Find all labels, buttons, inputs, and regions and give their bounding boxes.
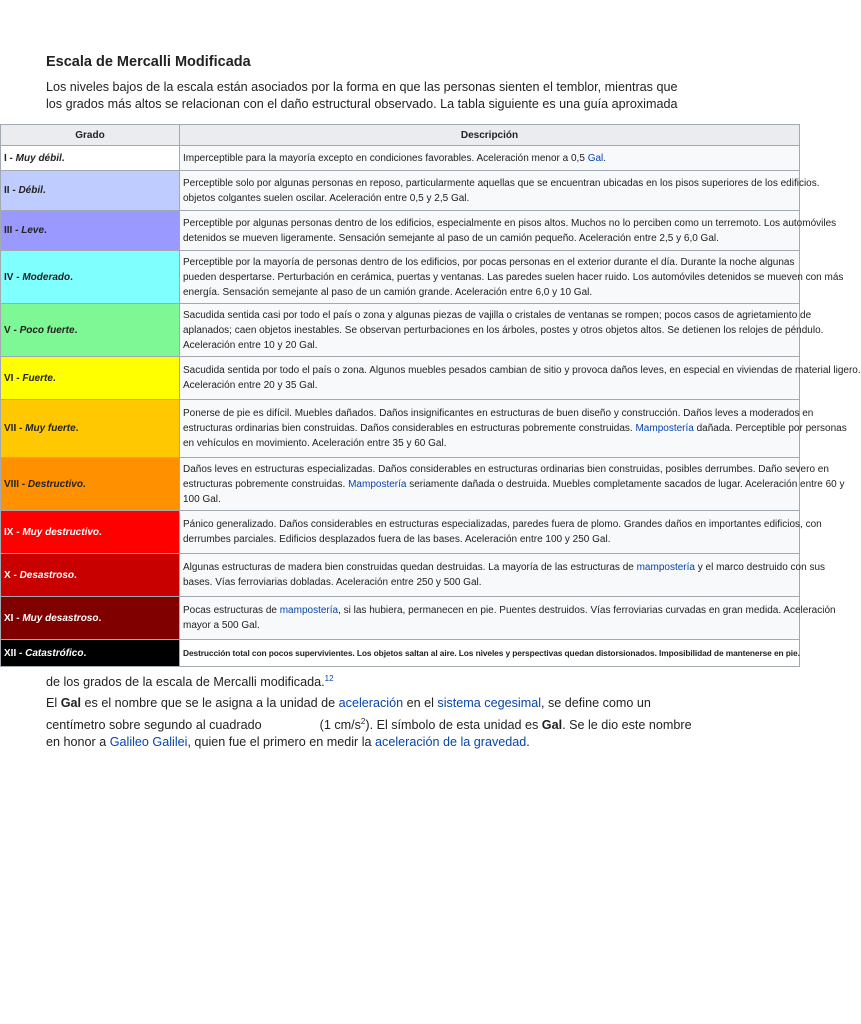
description-line: [183, 338, 796, 353]
grade-name: Destructivo: [27, 478, 83, 490]
grade-separator: -: [13, 372, 23, 384]
intro-line: Los niveles bajos de la escala están asociados por la forma en que las personas sienten el temblor, mientras que: [46, 80, 678, 94]
grade-numeral: XII: [4, 647, 17, 659]
description-link[interactable]: mampostería: [279, 605, 339, 616]
description-text: dañada. Perceptible por personas: [693, 423, 847, 434]
description-cell: [180, 458, 845, 511]
description-text: mayor a 500 Gal.: [183, 620, 260, 631]
description-line: [183, 477, 845, 492]
table-header-row: [1, 125, 800, 146]
description-line: [183, 151, 796, 166]
grade-name: Desastroso: [19, 569, 75, 581]
grade-cell: [1, 597, 180, 640]
description-text: Pánico generalizado. Daños considerables en estructuras especializadas, paredes fuera de plomo. Grandes daños en importantes edificios, con: [183, 519, 822, 530]
grade-period: .: [42, 185, 46, 196]
gal-line: [46, 695, 766, 713]
grade-numeral: IX: [4, 526, 14, 538]
description-text: Sacudida sentida casi por todo el país o zona y algunas piezas de vajilla o cristales de ventanas se rompen; pocos casos de agrietamiento de: [183, 309, 812, 321]
grade-period: .: [98, 612, 102, 624]
table-caption: [46, 671, 766, 690]
table-row: [1, 400, 800, 458]
grade-period: .: [52, 372, 56, 384]
description-line: [183, 308, 812, 323]
description-line: [183, 603, 836, 618]
grade-period: .: [74, 324, 78, 336]
description-text: Aceleración entre 20 y 35 Gal.: [183, 380, 318, 391]
grade-separator: -: [6, 152, 16, 164]
grade-numeral: VIII: [4, 478, 20, 490]
grade-cell: [1, 146, 180, 171]
grade-cell: [1, 251, 180, 304]
description-text: pueden despertarse. Perturbación en cerámica, puertas y ventanas. Las paredes suelen hacer ruido. Los automóviles detenidos se mueven con más: [183, 271, 844, 283]
table-row: [1, 597, 800, 640]
grade-cell: [1, 554, 180, 597]
grade-separator: -: [19, 478, 28, 490]
grade-separator: -: [10, 569, 20, 581]
gal-line: [46, 734, 766, 752]
grade-period: .: [83, 647, 87, 659]
description-cell: [180, 304, 824, 357]
table-row: [1, 357, 800, 400]
column-header-grado: Grado: [1, 125, 180, 146]
grade-separator: -: [13, 526, 23, 538]
grade-period: .: [99, 526, 102, 538]
text: El: [46, 696, 61, 710]
description-cell: [180, 251, 844, 304]
grade-separator: -: [9, 185, 19, 196]
description-text: Daños leves en estructuras especializadas. Daños considerables en estructuras ordinarias bien construidas, posibles derrumbes. Daño severo en: [183, 463, 829, 475]
grade-cell: [1, 171, 180, 211]
grade-numeral: X: [4, 569, 11, 581]
description-text: Pocas estructuras de: [183, 605, 280, 616]
table-row: [1, 511, 800, 554]
description-text: bases. Vías ferroviarias dobladas. Aceleración entre 250 y 500 Gal.: [183, 577, 482, 588]
description-text: objetos colgantes suelen oscilar. Aceleración entre 0,5 y 2,5 Gal.: [183, 192, 470, 204]
gal-line: [46, 713, 766, 735]
description-text: Perceptible por algunas personas dentro de los edificios, especialmente en pisos altos. Muchos no lo perciben como un terremoto. Los automóviles: [183, 217, 837, 229]
grade-cell: [1, 640, 180, 667]
description-line: [183, 517, 822, 532]
grade-name: Fuerte: [22, 372, 53, 384]
description-line: [183, 216, 837, 231]
grade-period: .: [70, 271, 73, 283]
description-line: [183, 421, 847, 436]
grade-name: Leve: [21, 225, 45, 236]
grade-numeral: V: [4, 324, 11, 336]
grade-period: .: [74, 569, 77, 581]
table-row: [1, 304, 800, 357]
section-heading: Escala de Mercalli Modificada: [46, 54, 251, 70]
description-link[interactable]: Mampostería: [635, 423, 694, 434]
reference-link[interactable]: 12: [324, 674, 334, 683]
description-line: [183, 270, 844, 285]
grade-numeral: XI: [4, 612, 14, 624]
description-text: Sacudida sentida por todo el país o zona. Algunos muebles pesados cambian de sitio y provoca daños leves, en especial en viviendas de material ligero.: [183, 365, 861, 376]
table-row: [1, 171, 800, 211]
description-line: [183, 363, 861, 378]
text: , quien fue el primero en medir la: [187, 735, 376, 750]
text: . Se le dio este nombre: [562, 717, 692, 732]
description-line: [183, 436, 796, 451]
grade-separator: -: [16, 423, 26, 434]
link-galileo-galilei[interactable]: Galileo Galilei: [109, 735, 188, 750]
grade-numeral: I: [4, 152, 7, 164]
description-text: .: [603, 152, 607, 164]
grade-name: Muy fuerte: [25, 423, 76, 434]
description-line: [183, 575, 796, 590]
description-cell: [180, 171, 820, 211]
description-line: [183, 406, 814, 421]
grade-period: .: [44, 225, 47, 236]
grade-name: Catastrófico: [25, 647, 84, 659]
description-line: [183, 176, 820, 191]
description-text: , si las hubiera, permanecen en pie. Puentes destruidos. Vías ferroviarias curvadas en gran medida. Aceleración: [338, 605, 836, 616]
text: , se define como un: [541, 696, 651, 710]
grade-numeral: VI: [4, 372, 14, 384]
grade-period: .: [75, 423, 79, 434]
link-aceleracion[interactable]: aceleración: [338, 696, 404, 710]
description-cell: [180, 400, 847, 458]
text: (1 cm/s: [319, 717, 361, 732]
grade-name: Débil: [18, 185, 43, 196]
column-header-descripcion: Descripción: [180, 125, 800, 146]
superscript: 2: [360, 716, 366, 726]
link-sistema-cegesimal[interactable]: sistema cegesimal: [437, 696, 541, 710]
description-text: estructuras pobremente construidas.: [183, 478, 349, 490]
description-line: [183, 532, 796, 547]
description-text: y el marco destruido con sus: [694, 562, 826, 573]
description-text: Algunas estructuras de madera bien construidas quedan destruidas. La mayoría de las estructuras de: [183, 562, 637, 573]
description-cell: [180, 211, 837, 251]
description-link[interactable]: Gal: [587, 152, 604, 164]
table-row: [1, 640, 800, 667]
description-line: [183, 646, 800, 661]
mercalli-table: [0, 124, 861, 667]
description-cell: [180, 511, 822, 554]
grade-separator: -: [13, 271, 23, 283]
description-line: [183, 492, 796, 507]
description-text: energía. Sensación semejante al paso de un camión grande. Aceleración entre 6,0 y 10 Gal.: [183, 286, 593, 298]
text: es el nombre que se le asigna a la unidad de: [81, 696, 339, 710]
gal-term: Gal: [60, 696, 82, 710]
description-text: Aceleración entre 10 y 20 Gal.: [183, 339, 318, 351]
description-cell: [180, 554, 826, 597]
table-row: [1, 458, 800, 511]
grade-numeral: VII: [4, 423, 17, 434]
description-line: [183, 231, 796, 246]
description-link[interactable]: mampostería: [636, 562, 695, 573]
text: centímetro sobre segundo al cuadrado: [46, 717, 262, 732]
description-text: Perceptible solo por algunas personas en reposo, particularmente aquellas que se encuentran ubicadas en los pisos superiores de los edificios.: [183, 177, 820, 189]
grade-cell: [1, 400, 180, 458]
text: en honor a: [46, 735, 110, 750]
gal-paragraph: [46, 695, 766, 752]
text: .: [526, 735, 530, 750]
description-line: [183, 560, 826, 575]
grade-separator: -: [10, 324, 20, 336]
grade-numeral: III: [4, 225, 13, 236]
description-text: 100 Gal.: [183, 493, 221, 505]
table-row: [1, 211, 800, 251]
caption-text: de los grados de la escala de Mercalli modificada.: [46, 675, 325, 690]
description-text: Destrucción total con pocos supervivientes. Los objetos saltan al aire. Los niveles y perspectivas quedan distorsionados. Imposibilidad de mantenerse en pie.: [183, 647, 800, 658]
description-line: [183, 378, 796, 393]
description-text: detenidos se mueven ligeramente. Sensación semejante al paso de un camión pequeño. Aceleración entre 2,5 y 6,0 Gal.: [183, 232, 719, 244]
grade-cell: [1, 357, 180, 400]
text: ). El símbolo de esta unidad es: [365, 717, 542, 732]
grade-name: Poco fuerte: [19, 324, 75, 336]
grade-period: .: [61, 152, 65, 164]
intro-paragraph: [46, 79, 766, 112]
grade-name: Muy desastroso: [22, 612, 99, 624]
description-text: Imperceptible para la mayoría excepto en condiciones favorables. Aceleración menor a 0,5: [183, 152, 588, 164]
description-link[interactable]: Mampostería: [348, 478, 407, 490]
description-cell: [180, 146, 800, 171]
description-cell: [180, 640, 800, 667]
description-text: Perceptible por la mayoría de personas dentro de los edificios, por pocas personas en el exterior durante el día. Durante la noche algunas: [183, 256, 795, 268]
description-text: estructuras ordinarias bien construidas. Daños considerables en estructuras pobremente construidas.: [183, 423, 636, 434]
description-text: seriamente dañada o destruida. Muebles completamente sacados de lugar. Aceleración entre 60 y: [406, 478, 845, 490]
description-text: en vehículos en movimiento. Aceleración entre 35 y 60 Gal.: [183, 438, 447, 449]
description-text: aplanados; caen objetos inestables. Se observan perturbaciones en los árboles, postes y otros objetos altos. Se detienen los relojes de péndulo.: [183, 324, 824, 336]
description-line: [183, 191, 796, 206]
grade-cell: [1, 304, 180, 357]
grade-cell: [1, 511, 180, 554]
description-line: [183, 323, 824, 338]
grade-numeral: IV: [4, 271, 14, 283]
description-line: [183, 255, 796, 270]
link-aceleracion-gravedad[interactable]: aceleración de la gravedad: [375, 735, 527, 750]
description-cell: [180, 357, 861, 400]
description-line: [183, 285, 796, 300]
table-row: [1, 146, 800, 171]
description-cell: [180, 597, 836, 640]
description-text: Ponerse de pie es difícil. Muebles dañados. Daños insignificantes en estructuras de buen diseño y construcción. Daños leves a moderados en: [183, 408, 814, 419]
grade-name: Muy destructivo: [22, 526, 100, 538]
grade-separator: -: [16, 647, 26, 659]
grade-period: .: [82, 478, 86, 490]
grade-separator: -: [13, 612, 23, 624]
grade-name: Moderado: [22, 271, 71, 283]
grade-cell: [1, 211, 180, 251]
description-line: [183, 462, 829, 477]
grade-name: Muy débil: [15, 152, 62, 164]
description-text: derrumbes parciales. Edificios desplazados fuera de las bases. Aceleración entre 100 y 250 Gal.: [183, 534, 611, 545]
grade-numeral: II: [4, 185, 10, 196]
table-row: [1, 251, 800, 304]
gal-symbol: Gal: [541, 717, 563, 732]
grade-cell: [1, 458, 180, 511]
table-row: [1, 554, 800, 597]
description-line: [183, 618, 796, 633]
text: en el: [403, 696, 438, 710]
intro-line: los grados más altos se relacionan con el daño estructural observado. La tabla siguiente es una guía aproximada: [46, 96, 678, 111]
grade-separator: -: [12, 225, 22, 236]
